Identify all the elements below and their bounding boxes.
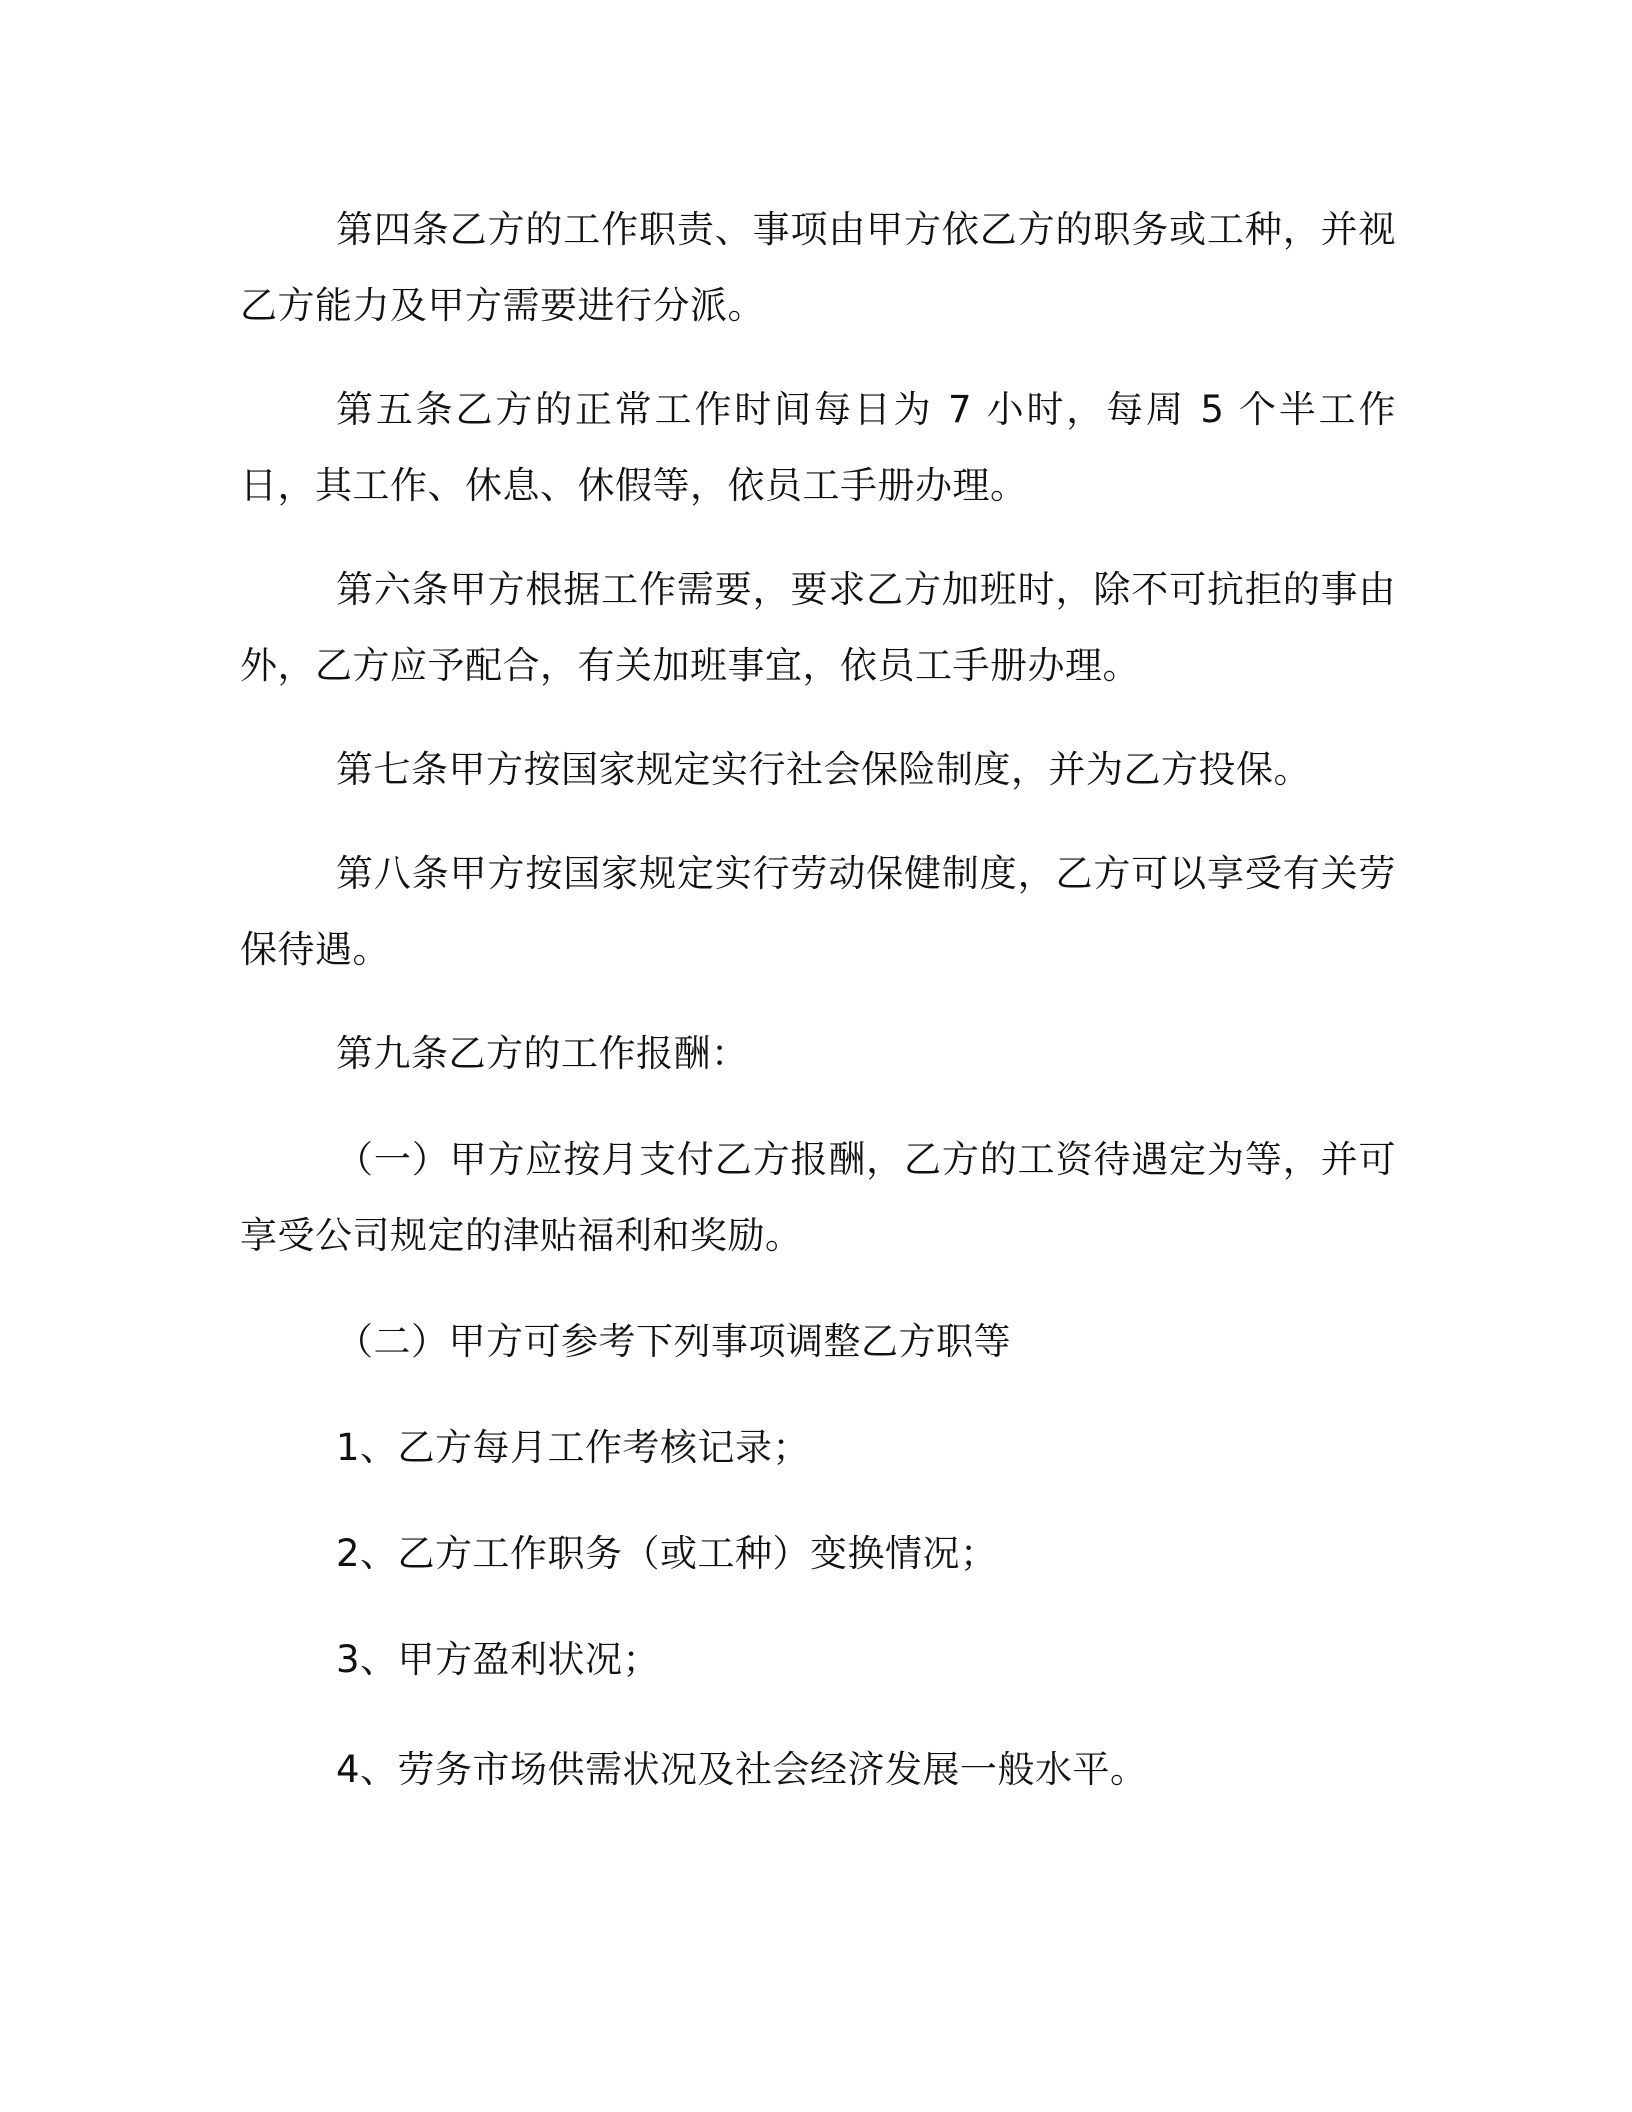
- list-item-2: 2、乙方工作职务（或工种）变换情况；: [336, 1532, 998, 1575]
- article-6-paragraph: 第六条甲方根据工作需要，要求乙方加班时，除不可抗拒的事由外，乙方应予配合，有关加班事宜，依员工手册办理。: [240, 568, 1396, 687]
- clause-2-paragraph: （二）甲方可参考下列事项调整乙方职等: [336, 1320, 1011, 1363]
- document-body: [240, 192, 1396, 1808]
- article-8-paragraph: 第八条甲方按国家规定实行劳动保健制度，乙方可以享受有关劳保待遇。: [240, 852, 1396, 971]
- article-7-paragraph: 第七条甲方按国家规定实行社会保险制度，并为乙方投保。: [336, 748, 1311, 791]
- article-5-paragraph: 第五条乙方的正常工作时间每日为 7 小时，每周 5 个半工作日，其工作、休息、休假等，依员工手册办理。: [240, 388, 1396, 507]
- list-item-1: 1、乙方每月工作考核记录；: [336, 1426, 811, 1469]
- list-item-3: 3、甲方盈利状况；: [336, 1638, 661, 1681]
- list-item-4: 4、劳务市场供需状况及社会经济发展一般水平。: [336, 1748, 1148, 1791]
- clause-1-paragraph: （一）甲方应按月支付乙方报酬，乙方的工资待遇定为等，并可享受公司规定的津贴福利和奖励。: [240, 1138, 1396, 1257]
- article-4-paragraph: 第四条乙方的工作职责、事项由甲方依乙方的职务或工种，并视乙方能力及甲方需要进行分派。: [240, 208, 1396, 327]
- article-9-heading: 第九条乙方的工作报酬：: [336, 1032, 749, 1075]
